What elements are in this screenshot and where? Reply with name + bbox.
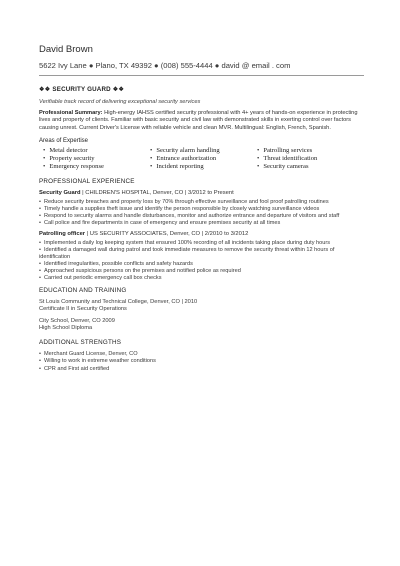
- list-item: • Reduce security breaches and property loss by 70% through effective surveillance and fool proof patrolling routines: [39, 199, 364, 206]
- list-item: • Implemented a daily log keeping system that ensured 100% recording of all incidents taking place during duty hours: [39, 240, 364, 247]
- list-item: • Merchant Guard License, Denver, CO: [39, 351, 364, 358]
- job-bullets-2: [39, 240, 364, 283]
- expertise-item: • Incident reporting: [150, 163, 257, 171]
- job-title-2: Patrolling officer: [39, 230, 86, 237]
- expertise-item: • Security alarm handling: [150, 147, 257, 155]
- education-credential: High School Diploma: [39, 325, 93, 332]
- job-entry-header: [39, 190, 364, 196]
- experience-heading: PROFESSIONAL EXPERIENCE: [39, 177, 135, 185]
- strengths-heading: ADDITIONAL STRENGTHS: [39, 339, 122, 347]
- list-item: • Identified irregularities, possible conflicts and safety hazards: [39, 261, 364, 268]
- list-item: • Carried out periodic emergency call box checks: [39, 275, 364, 282]
- list-item: • Respond to security alarms and handle disturbances, monitor and authorize entrance and departure of visitors and staff: [39, 213, 364, 220]
- candidate-name: David Brown: [39, 44, 93, 55]
- expertise-item: • Security cameras: [257, 163, 367, 171]
- list-item: • Approached suspicious persons on the premises and notified police as required: [39, 268, 364, 275]
- job-title: ❖❖ SECURITY GUARD ❖❖: [39, 86, 125, 93]
- list-item: • Timely handle a supplies theft issue and identify the person responsible by closely watching surveillance videos: [39, 206, 364, 213]
- education-credential: Certificate II in Security Operations: [39, 305, 127, 312]
- expertise-item: • Emergency response: [43, 163, 150, 171]
- contact-line: 5622 Ivy Lane ● Plano, TX 49392 ● (008) 555-4444 ● david @ email . com: [39, 61, 364, 76]
- list-item: • Identified a damaged wall during patrol and took immediate measures to remove the security threat within 12 hours of identification: [39, 247, 364, 261]
- expertise-item: • Entrance authorization: [150, 155, 257, 163]
- list-item: • Willing to work in extreme weather conditions: [39, 358, 364, 365]
- expertise-list: [43, 147, 364, 170]
- job-entry-header: [39, 231, 364, 237]
- summary-label: Professional Summary:: [39, 110, 103, 116]
- job-title-1: Security Guard: [39, 189, 81, 196]
- tagline: Verifiable track record of delivering exceptional security services: [39, 99, 201, 105]
- summary-text: High-energy IAHSS certified security professional with 4+ years of hands-on experience in protecting lives and property of clients. Familiar with basic security and civil law with demonstrated skills in exerting control over factors causing unrest. Current Driver's License with reliable vehicle and clean MVR. Multilingual: English, French, Spanish.: [39, 110, 358, 131]
- education-heading: EDUCATION AND TRAINING: [39, 286, 127, 294]
- job-details-1: | CHILDREN'S HOSPITAL, Denver, CO | 3/2012 to Present: [80, 189, 234, 196]
- professional-summary: [39, 110, 364, 132]
- expertise-item: • Threat identification: [257, 155, 367, 163]
- list-item: • CPR and First aid certified: [39, 366, 364, 373]
- expertise-item: • Patrolling services: [257, 147, 367, 155]
- job-details-2: | US SECURITY ASSOCIATES, Denver, CO | 2/2010 to 3/2012: [85, 230, 249, 237]
- expertise-item: • Property security: [43, 155, 150, 163]
- expertise-item: • Metal detector: [43, 147, 150, 155]
- expertise-heading: Areas of Expertise: [39, 138, 89, 145]
- strengths-list: [39, 351, 364, 372]
- education-institution: City School, Denver, CO 2009: [39, 317, 115, 324]
- education-institution: St Louis Community and Technical College, Denver, CO | 2010: [39, 298, 198, 305]
- list-item: • Call police and fire departments in case of emergency and ensure premises security at all times: [39, 220, 364, 227]
- job-bullets-1: [39, 199, 364, 227]
